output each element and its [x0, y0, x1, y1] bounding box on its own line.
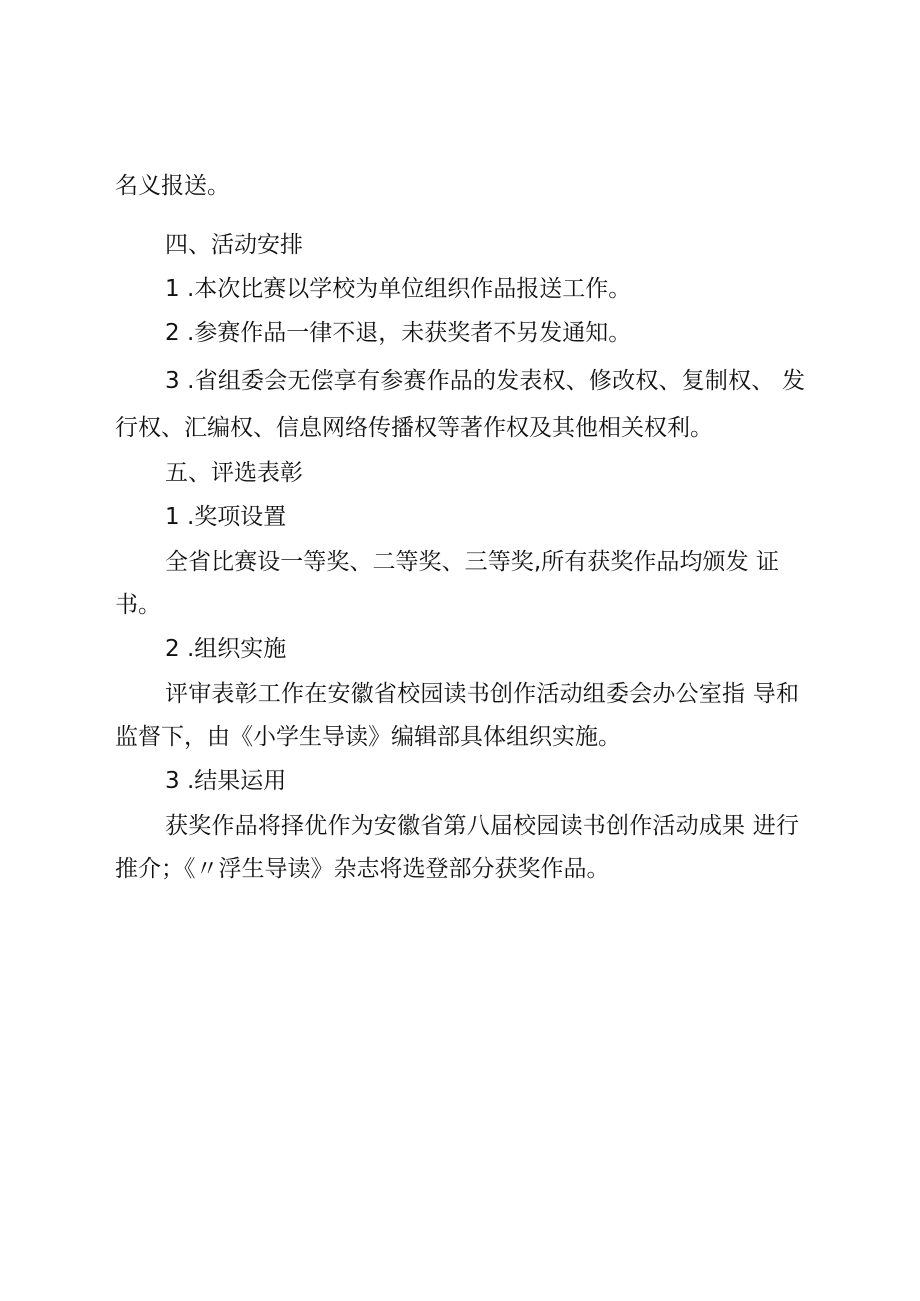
paragraph-continuation: 监督下，由《小学生导读》编辑部具体组织实施。 [115, 724, 621, 750]
paragraph: 评审表彰工作在安徽省校园读书创作活动组委会办公室指 导和 [165, 681, 799, 707]
paragraph: 全省比赛设一等奖、二等奖、三等奖,所有获奖作品均颁发 证 [165, 549, 779, 575]
section-heading-activity-arrangement: 四、活动安排 [165, 232, 303, 258]
subheading-organization: 2 .组织实施 [165, 636, 287, 662]
list-item-continuation: 行权、汇编权、信息网络传播权等著作权及其他相关权利。 [115, 415, 713, 441]
paragraph-continuation: 名义报送。 [115, 173, 230, 199]
subheading-result-usage: 3 .结果运用 [165, 768, 287, 794]
subheading-award-settings: 1 .奖项设置 [165, 504, 287, 530]
list-item: 3 .省组委会无偿享有参赛作品的发表权、修改权、复制权、 发 [165, 368, 805, 394]
paragraph: 获奖作品将择优作为安徽省第八届校园读书创作活动成果 进行 [165, 813, 799, 839]
paragraph-continuation: 书。 [115, 592, 161, 618]
list-item: 2 .参赛作品一律不退，未获奖者不另发通知。 [165, 320, 632, 346]
paragraph-continuation: 推介；《〃浮生导读》杂志将选登部分获奖作品。 [115, 856, 610, 882]
section-heading-evaluation-awards: 五、评选表彰 [165, 460, 303, 486]
list-item: 1 .本次比赛以学校为单位组织作品报送工作。 [165, 276, 632, 302]
